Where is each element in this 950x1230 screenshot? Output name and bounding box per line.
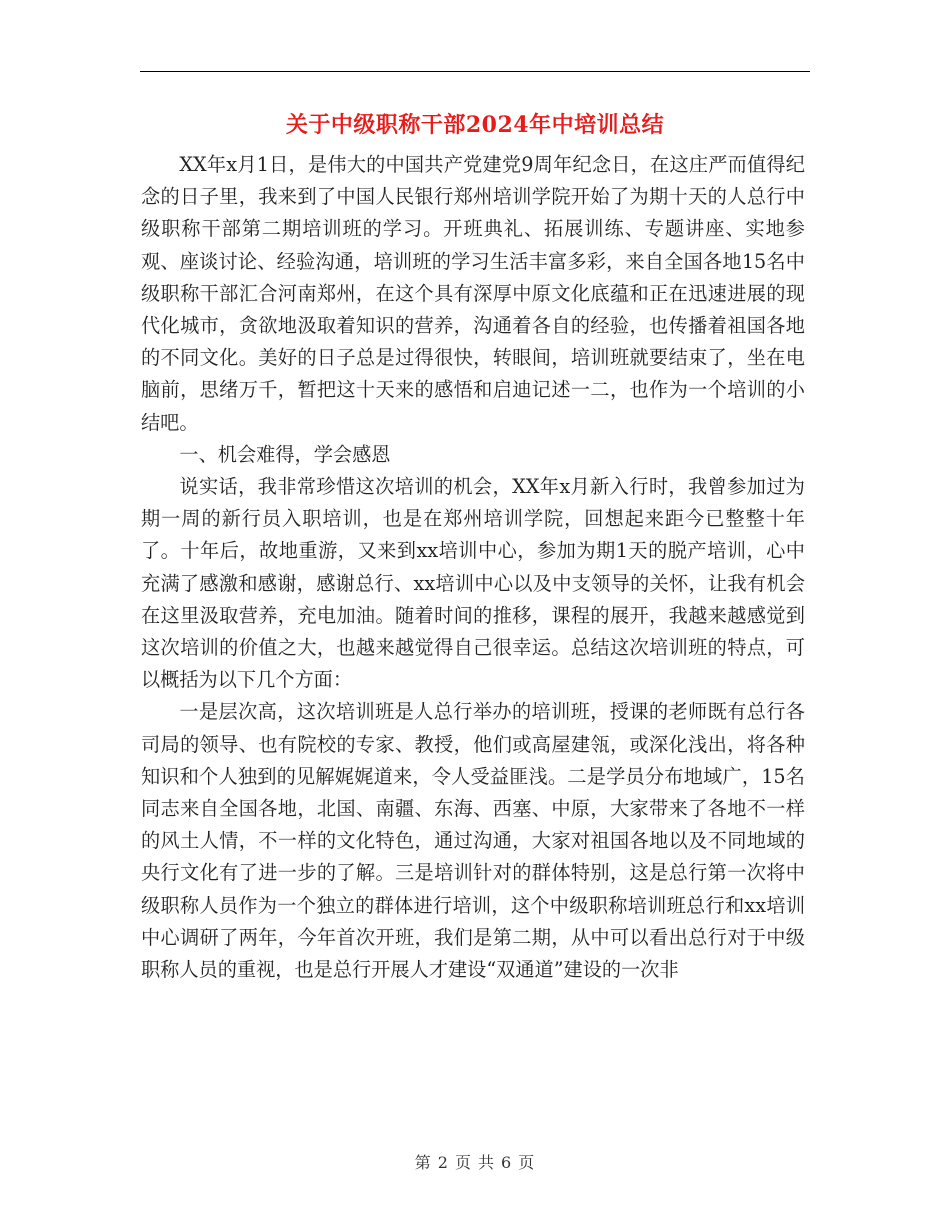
paragraph-features: 一是层次高，这次培训班是人总行举办的培训班，授课的老师既有总行各司局的领导、也有院校的专家、教授，他们或高屋建瓴，或深化浅出，将各种知识和个人独到的见解娓娓道来，令人受益匪浅。二是学员分布地域广，15名同志来自全国各地，北国、南疆、东海、西塞、中原，大家带来了各地不一样的风土人情，不一样的文化特色，通过沟通，大家对祖国各地以及不同地域的央行文化有了进一步的了解。三是培训针对的群体特别，这是总行第一次将中级职称人员作为一个独立的群体进行培训，这个中级职称培训班总行和xx培训中心调研了两年，今年首次开班，我们是第二期，从中可以看出总行对于中级职称人员的重视，也是总行开展人才建设“双通道”建设的一次非 [141,700,805,982]
header-rule [140,71,810,72]
document-title: 关于中级职称干部2024年中培训总结 [285,112,665,138]
footer-page-word: 页 [454,1153,472,1172]
footer-total-word: 共 [478,1153,496,1172]
paragraph-opportunity: 说实话，我非常珍惜这次培训的机会，XX年x月新入行时，我曾参加过为期一周的新行员入职培训，也是在郑州培训学院，回想起来距今已整整十年了。十年后，故地重游，又来到xx培训中心，参加为期1天的脱产培训，心中充满了感激和感谢，感谢总行、xx培训中心以及中支领导的关怀，让我有机会在这里汲取营养，充电加油。随着时间的推移，课程的展开，我越来越感觉到这次培训的价值之大，也越来越觉得自己很幸运。总结这次培训班的特点，可以概括为以下几个方面： [141,475,805,692]
footer-current-page: 2 [437,1153,449,1172]
footer-suffix: 页 [518,1153,536,1172]
section-heading: 一、机会难得，学会感恩 [179,442,391,466]
footer-prefix: 第 [414,1153,432,1172]
paragraph-intro: XX年x月1日，是伟大的中国共产党建党9周年纪念日，在这庄严而值得纪念的日子里，我来到了中国人民银行郑州培训学院开始了为期十天的人总行中级职称干部第二期培训班的学习。开班典礼、拓展训练、专题讲座、实地参观、座谈讨论、经验沟通，培训班的学习生活丰富多彩，来自全国各地15名中级职称干部汇合河南郑州，在这个具有深厚中原文化底蕴和正在迅速进展的现代化城市，贪欲地汲取着知识的营养，沟通着各自的经验，也传播着祖国各地的不同文化。美好的日子总是过得很快，转眼间，培训班就要结束了，坐在电脑前，思绪万千，暂把这十天来的感悟和启迪记述一二，也作为一个培训的小结吧。 [141,153,805,434]
footer-total-pages: 6 [501,1153,513,1172]
document-body [141,149,805,986]
page-footer [140,1151,810,1175]
